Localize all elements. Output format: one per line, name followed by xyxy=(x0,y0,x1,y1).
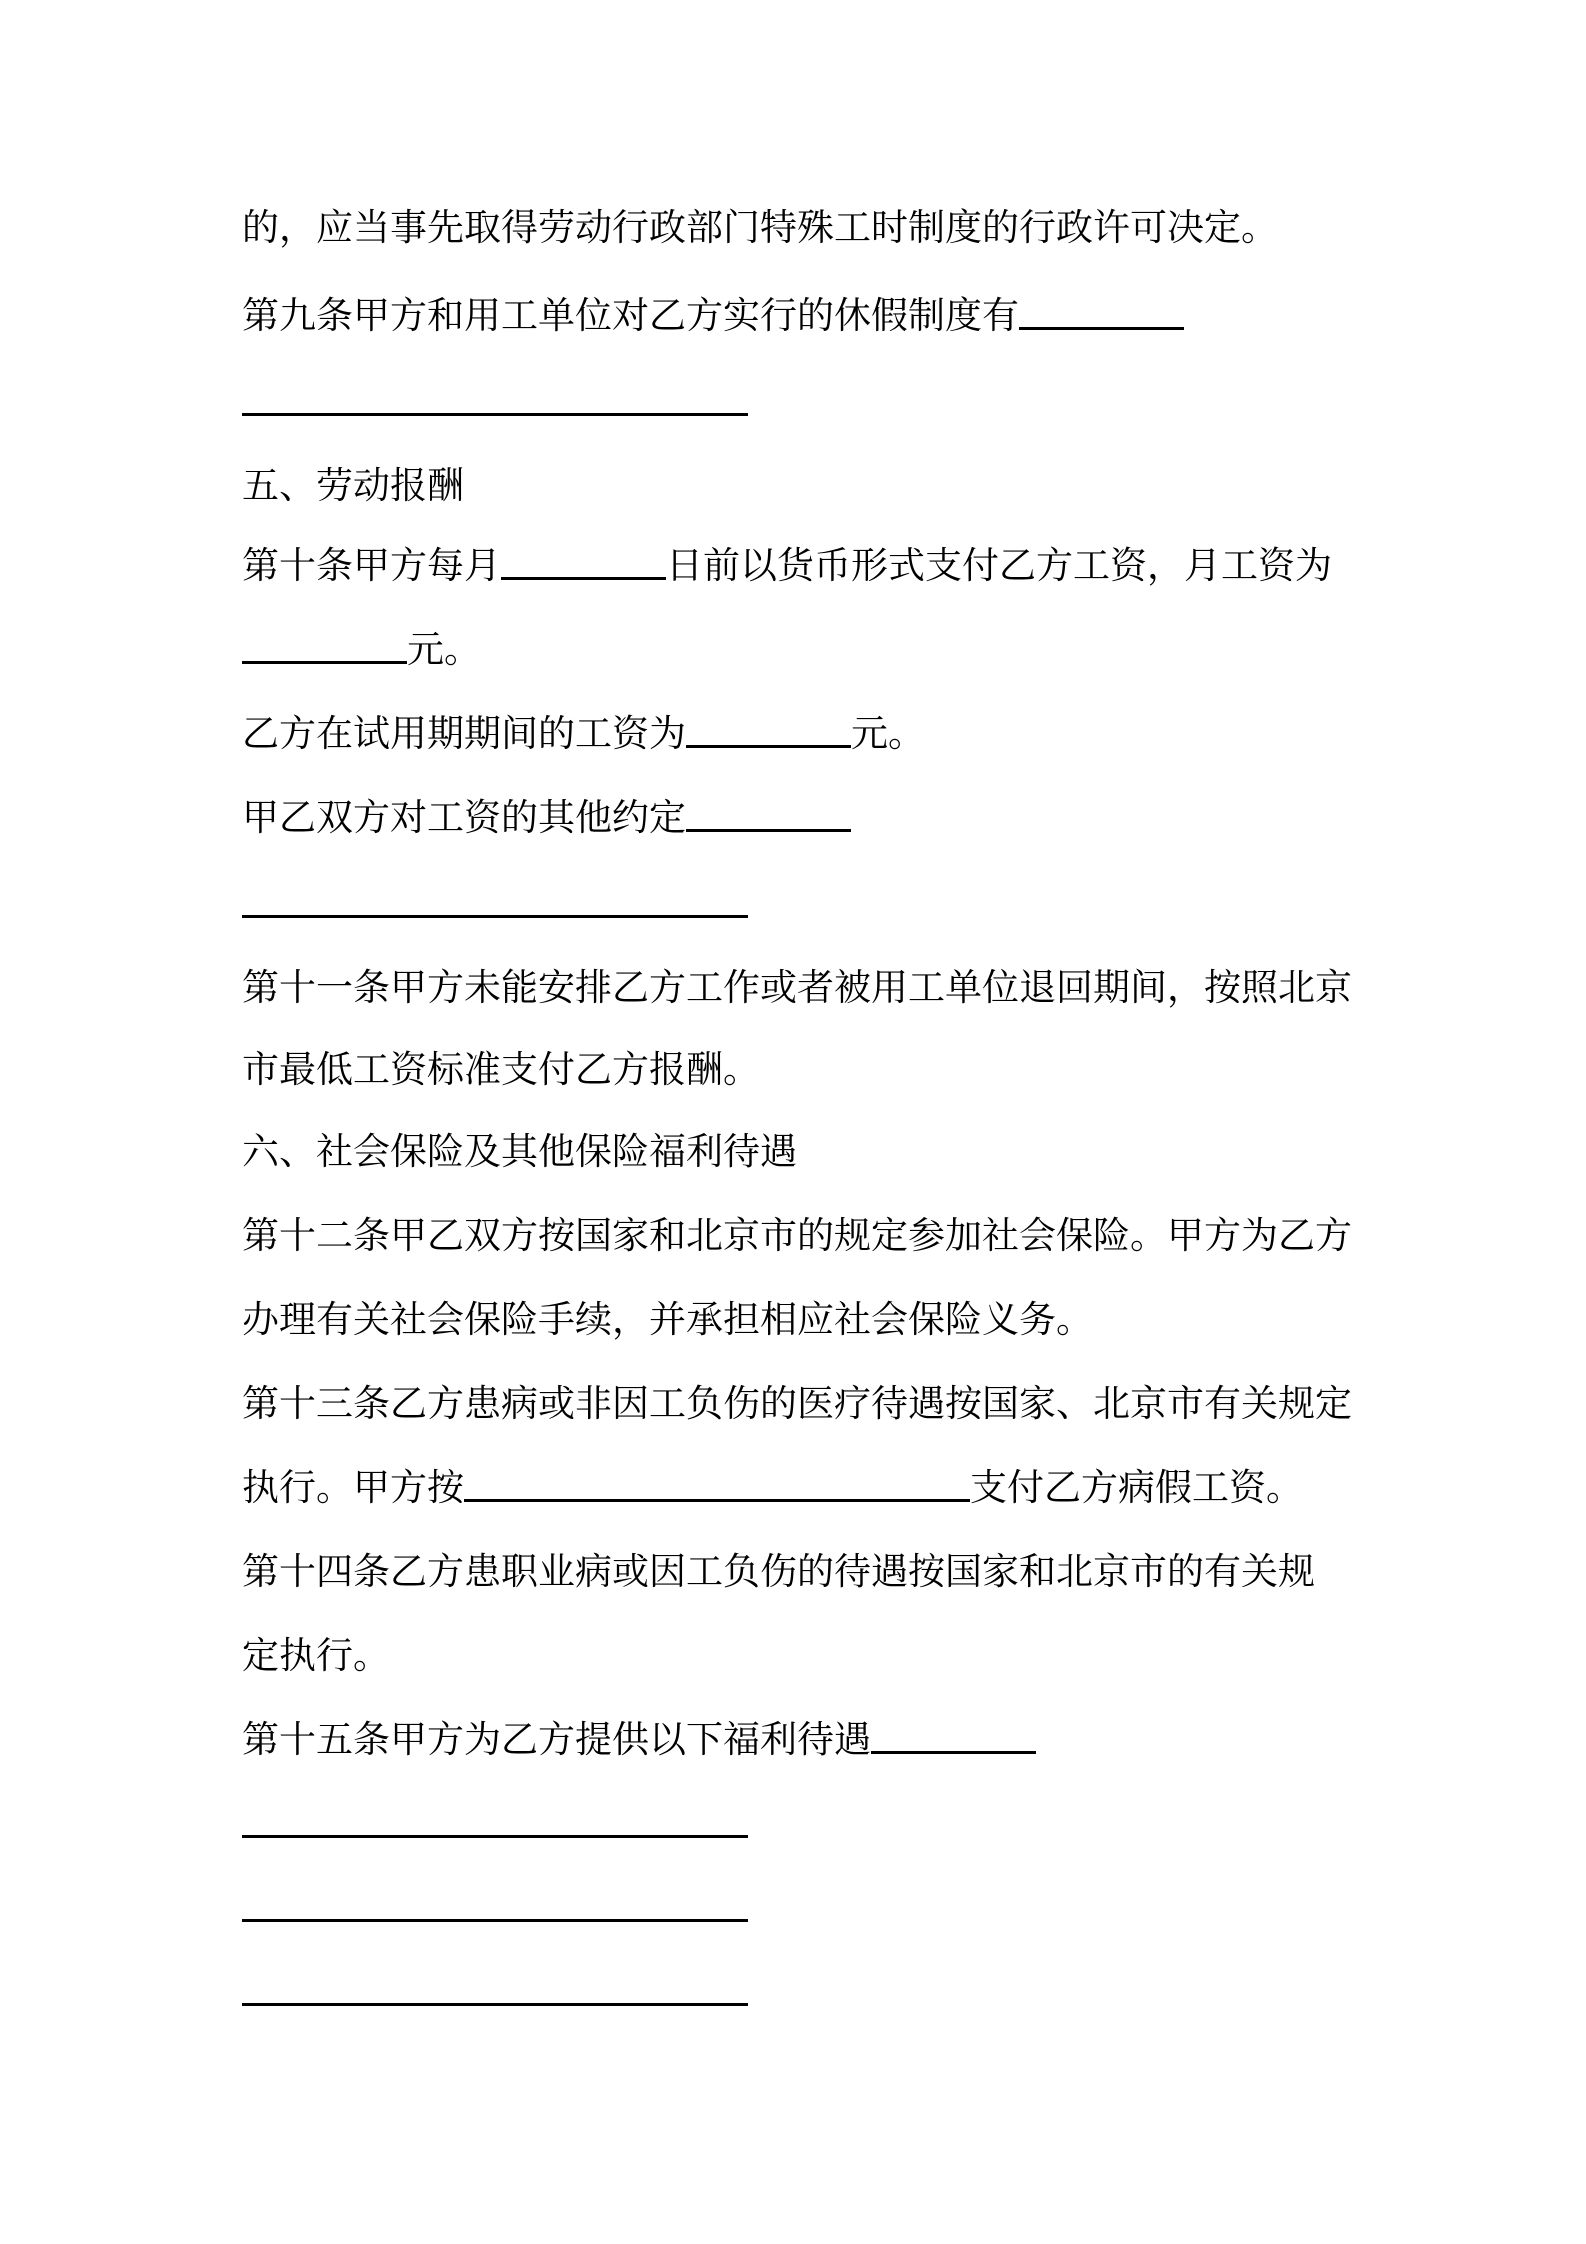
fill-in-blank[interactable] xyxy=(242,1962,748,2006)
article-12-text-cont: 办理有关社会保险手续，并承担相应社会保险义务。 xyxy=(242,1298,1093,1341)
fill-in-blank[interactable] xyxy=(686,704,851,748)
article-11-text: 第十一条甲方未能安排乙方工作或者被用工单位退回期间，按照北京 xyxy=(242,966,1352,1009)
text-line xyxy=(242,1458,1362,1518)
article-11-text-cont: 市最低工资标准支付乙方报酬。 xyxy=(242,1048,760,1091)
fill-in-blank[interactable] xyxy=(871,1710,1036,1754)
other-wage-terms-text: 甲乙双方对工资的其他约定 xyxy=(242,796,686,839)
fill-in-blank[interactable] xyxy=(242,372,748,416)
fill-in-blank[interactable] xyxy=(242,874,748,918)
text-line xyxy=(242,1710,1362,1770)
fill-in-blank[interactable] xyxy=(1019,286,1184,330)
text-line xyxy=(242,788,1362,848)
section-6-heading: 六、社会保险及其他保险福利待遇 xyxy=(242,1130,797,1173)
text-line xyxy=(242,620,1362,680)
fill-in-blank[interactable] xyxy=(242,1794,748,1838)
text-line xyxy=(242,1374,1362,1434)
fill-in-blank[interactable] xyxy=(501,536,666,580)
unit-text: 元。 xyxy=(851,712,925,755)
text-line xyxy=(242,1290,1362,1350)
text-line xyxy=(242,536,1362,596)
text-line xyxy=(242,1040,1362,1100)
article-13-text-cont: 执行。甲方按 xyxy=(242,1466,464,1509)
article-10-text: 第十条甲方每月 xyxy=(242,544,501,587)
text-line xyxy=(242,958,1362,1018)
text-line xyxy=(242,704,1362,764)
article-14-text: 第十四条乙方患职业病或因工负伤的待遇按国家和北京市的有关规 xyxy=(242,1550,1315,1593)
text-line xyxy=(242,1878,1362,1938)
article-13-text: 第十三条乙方患病或非因工负伤的医疗待遇按国家、北京市有关规定 xyxy=(242,1382,1352,1425)
fill-in-blank[interactable] xyxy=(242,1878,748,1922)
text-line xyxy=(242,1206,1362,1266)
text-line xyxy=(242,286,1362,346)
article-15-text: 第十五条甲方为乙方提供以下福利待遇 xyxy=(242,1718,871,1761)
article-13-text-end: 支付乙方病假工资。 xyxy=(970,1466,1303,1509)
unit-text: 元。 xyxy=(407,628,481,671)
text-line xyxy=(242,874,1362,934)
article-12-text: 第十二条甲乙双方按国家和北京市的规定参加社会保险。甲方为乙方 xyxy=(242,1214,1352,1257)
paragraph-text: 的，应当事先取得劳动行政部门特殊工时制度的行政许可决定。 xyxy=(242,206,1278,249)
text-line xyxy=(242,1542,1362,1602)
text-line xyxy=(242,1962,1362,2022)
article-10-text-cont: 日前以货币形式支付乙方工资，月工资为 xyxy=(666,544,1332,587)
text-line xyxy=(242,1794,1362,1854)
fill-in-blank[interactable] xyxy=(464,1458,970,1502)
fill-in-blank[interactable] xyxy=(686,788,851,832)
article-9-text: 第九条甲方和用工单位对乙方实行的休假制度有 xyxy=(242,294,1019,337)
article-14-text-cont: 定执行。 xyxy=(242,1634,390,1677)
section-5-heading: 五、劳动报酬 xyxy=(242,464,464,507)
text-line xyxy=(242,372,1362,432)
text-line xyxy=(242,198,1362,258)
section-heading xyxy=(242,1122,1362,1182)
text-line xyxy=(242,1626,1362,1686)
section-heading xyxy=(242,456,1362,516)
fill-in-blank[interactable] xyxy=(242,620,407,664)
probation-wage-text: 乙方在试用期期间的工资为 xyxy=(242,712,686,755)
